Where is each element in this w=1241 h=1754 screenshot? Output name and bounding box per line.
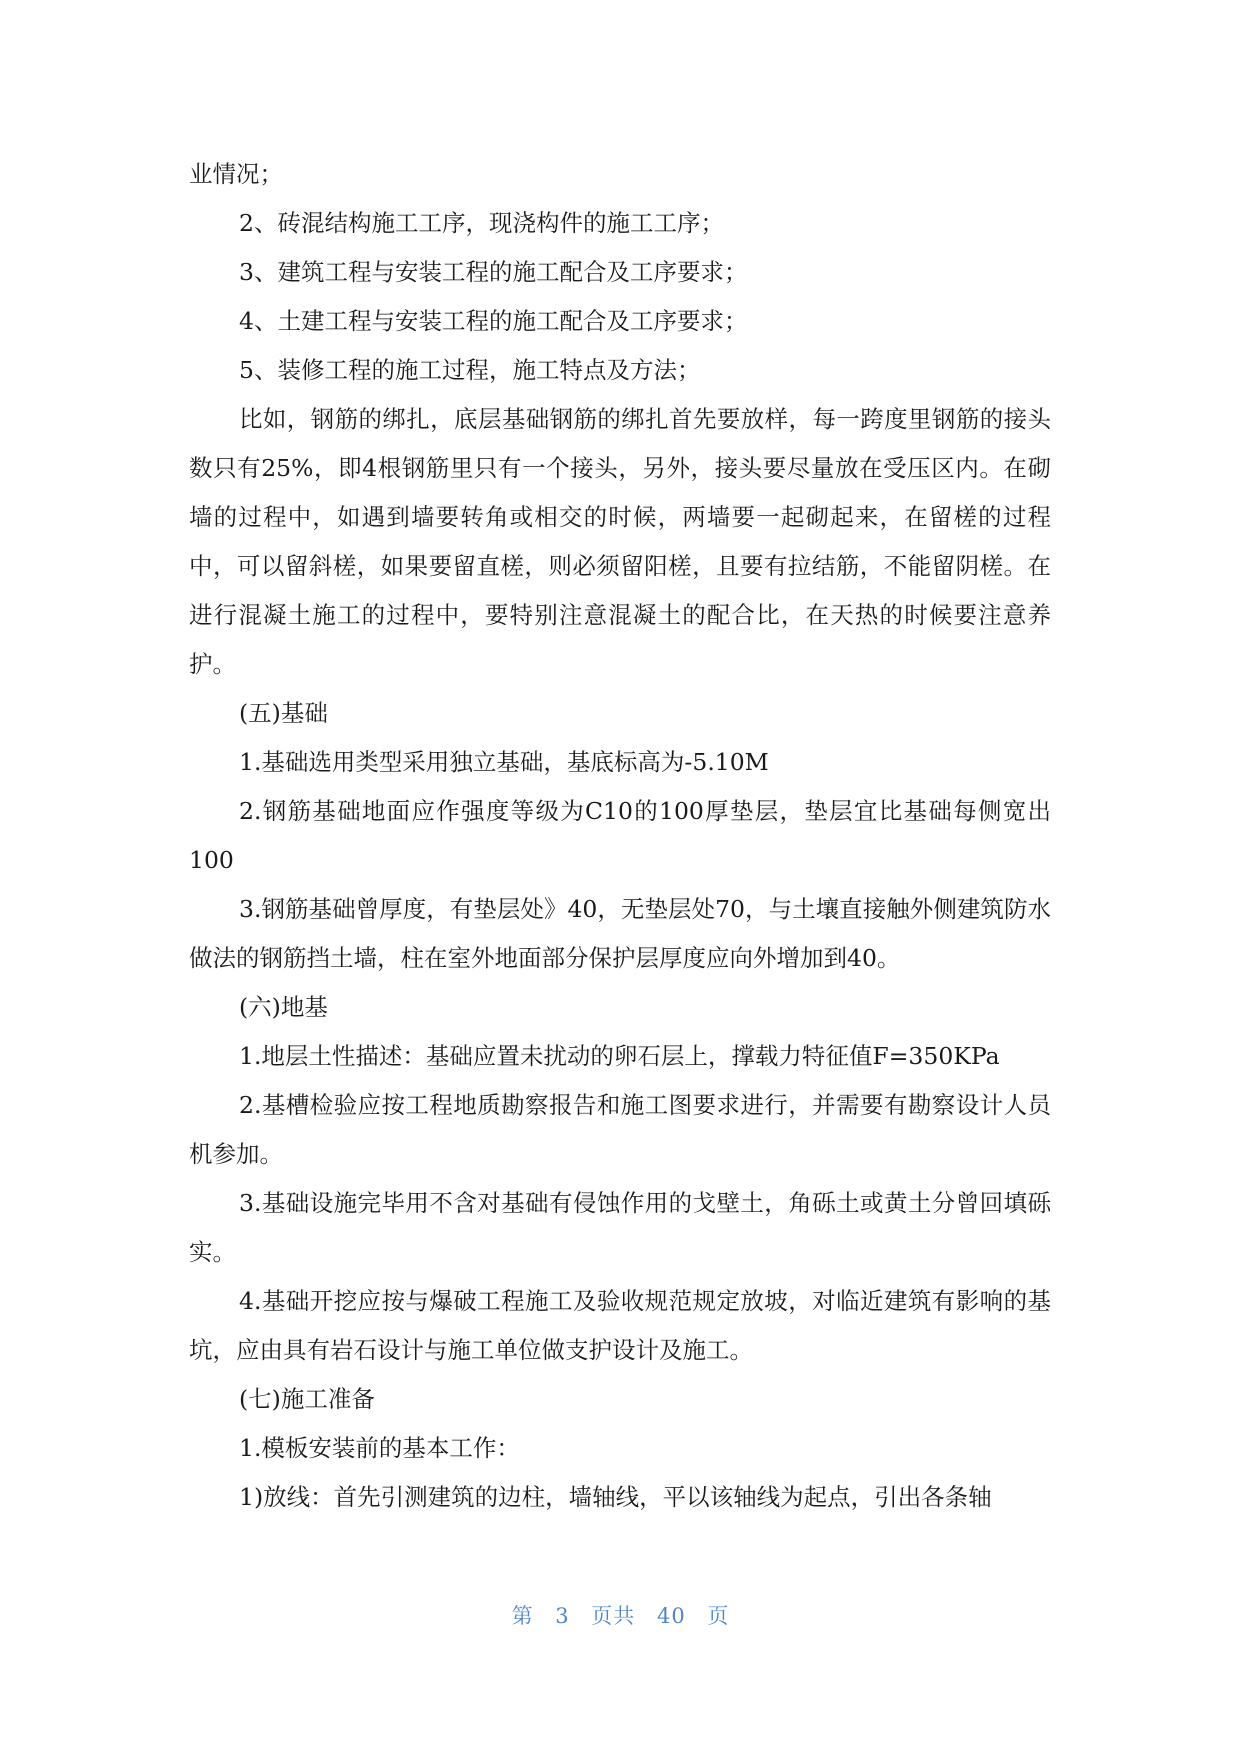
paragraph: 4.基础开挖应按与爆破工程施工及验收规范规定放坡，对临近建筑有影响的基坑，应由具有岩石设计与施工单位做支护设计及施工。 — [189, 1287, 1051, 1364]
paragraph: 5、装修工程的施工过程，施工特点及方法； — [239, 356, 701, 384]
paragraph: 1.基础选用类型采用独立基础，基底标高为-5.10M — [239, 748, 769, 776]
paragraph: 比如，钢筋的绑扎，底层基础钢筋的绑扎首先要放样，每一跨度里钢筋的接头数只有25%，即4根钢筋里只有一个接头，另外，接头要尽量放在受压区内。在砌墙的过程中，如遇到墙要转角或相交的时候，两墙要一起砌起来，在留槎的过程中，可以留斜槎，如果要留直槎，则必须留阳槎，且要有拉结筋，不能留阴槎。在进行混凝土施工的过程中，要特别注意混凝土的配合比，在天热的时候要注意养护。 — [189, 405, 1051, 678]
paragraph: 业情况； — [189, 160, 283, 188]
paragraph: 4、土建工程与安装工程的施工配合及工序要求； — [239, 307, 748, 335]
body-text — [189, 150, 1051, 1522]
paragraph: 1)放线：首先引测建筑的边柱，墙轴线，平以该轴线为起点，引出各条轴 — [239, 1483, 992, 1511]
page-number-footer: 第 3 页共 40 页 — [511, 1604, 730, 1628]
paragraph: 2.钢筋基础地面应作强度等级为C10的100厚垫层，垫层宜比基础每侧宽出100 — [189, 797, 1051, 874]
paragraph: 1.地层土性描述：基础应置未扰动的卵石层上，撑载力特征值F=350KPa — [239, 1042, 1000, 1070]
paragraph: 3.基础设施完毕用不含对基础有侵蚀作用的戈壁土，角砾土或黄土分曾回填砾实。 — [189, 1189, 1051, 1266]
paragraph: 3、建筑工程与安装工程的施工配合及工序要求； — [239, 258, 748, 286]
paragraph: 1.模板安装前的基本工作： — [239, 1434, 520, 1462]
paragraph: (五)基础 — [239, 699, 328, 727]
paragraph: 2.基槽检验应按工程地质勘察报告和施工图要求进行，并需要有勘察设计人员机参加。 — [189, 1091, 1051, 1168]
paragraph: 3.钢筋基础曾厚度，有垫层处》40，无垫层处70，与土壤直接触外侧建筑防水做法的钢筋挡土墙，柱在室外地面部分保护层厚度应向外增加到40。 — [189, 895, 1051, 972]
paragraph: (六)地基 — [239, 993, 328, 1021]
paragraph: 2、砖混结构施工工序，现浇构件的施工工序； — [239, 209, 724, 237]
paragraph: (七)施工准备 — [239, 1385, 375, 1413]
